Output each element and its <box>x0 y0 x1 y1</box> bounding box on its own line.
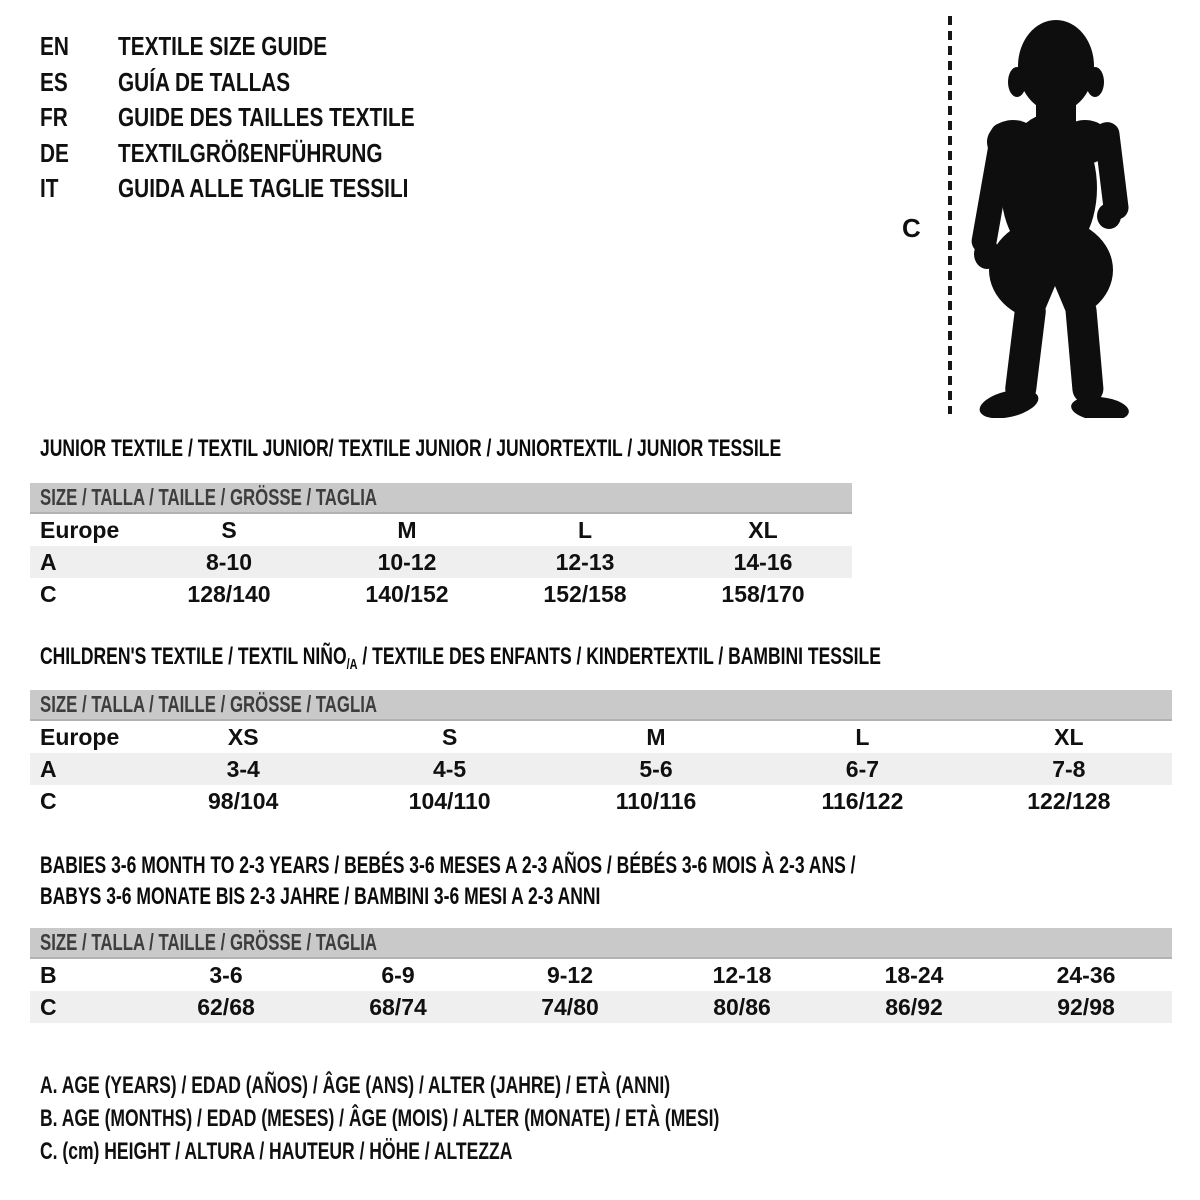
language-row-fr <box>40 100 489 136</box>
height-cell: 116/122 <box>821 787 904 814</box>
age-cell: 14-16 <box>733 548 793 575</box>
height-cell: 74/80 <box>541 993 599 1020</box>
table-row-age <box>30 753 1172 785</box>
size-cell: L <box>855 723 870 750</box>
size-cell: XL <box>748 516 778 543</box>
table-row-europe <box>30 514 852 546</box>
language-label: TEXTILE SIZE GUIDE <box>118 31 328 62</box>
size-cell: M <box>646 723 666 750</box>
language-list <box>40 29 489 207</box>
age-cell: 5-6 <box>639 755 673 782</box>
language-row-it <box>40 171 489 207</box>
size-cell: XL <box>1054 723 1084 750</box>
section-title-babies: BABIES 3-6 MONTH TO 2-3 YEARS / BEBÉS 3-6 MESES A 2-3 AÑOS / BÉBÉS 3-6 MOIS À 2-3 ANS / BABYS 3-6 MONATE BIS 2-3 JAHRE / BAMBINI 3-6 MESI A 2-3 ANNI <box>40 852 856 910</box>
size-cell: S <box>441 723 458 750</box>
height-measure-label: C <box>902 213 921 243</box>
legend-line-b: B. AGE (MONTHS) / EDAD (MESES) / ÂGE (MOIS) / ALTER (MONATE) / ETÀ (MESI) <box>40 1104 720 1132</box>
row-label: A <box>40 755 57 782</box>
language-label: TEXTILGRÖßENFÜHRUNG <box>118 137 383 168</box>
size-header-bar: SIZE / TALLA / TAILLE / GRÖSSE / TAGLIA <box>30 690 1172 721</box>
language-label: GUIDE DES TAILLES TEXTILE <box>118 102 415 133</box>
height-cell: 122/128 <box>1027 787 1111 814</box>
section-title-children: CHILDREN'S TEXTILE / TEXTIL $NIÑO_{/A}$ / TEXTILE DES ENFANTS / KINDERTEXTIL / BAMBINI TESSILE <box>40 643 881 673</box>
legend-line-c: C. (cm) HEIGHT / ALTURA / HAUTEUR / HÖHE / ALTEZZA <box>40 1137 513 1165</box>
months-cell: 6-9 <box>381 961 415 988</box>
height-cell: 92/98 <box>1057 993 1115 1020</box>
table-row-age <box>30 546 852 578</box>
language-label: GUÍA DE TALLAS <box>118 66 291 97</box>
language-code: EN <box>40 31 69 62</box>
age-cell: 7-8 <box>1052 755 1086 782</box>
row-label: C <box>40 787 57 814</box>
height-cell: 86/92 <box>885 993 943 1020</box>
age-cell: 4-5 <box>432 755 467 782</box>
row-label: B <box>40 961 57 988</box>
subscript-a: /A <box>346 656 358 673</box>
language-code: DE <box>40 137 69 168</box>
language-code: ES <box>40 66 68 97</box>
baby-silhouette-icon <box>963 18 1133 418</box>
row-label: C <box>40 993 57 1020</box>
size-cell: L <box>577 516 593 543</box>
height-cell: 140/152 <box>365 580 449 607</box>
age-cell: 12-13 <box>555 548 615 575</box>
table-row-height <box>30 785 1172 817</box>
months-cell: 24-36 <box>1056 961 1116 988</box>
height-cell: 80/86 <box>713 993 771 1020</box>
table-row-months <box>30 959 1172 991</box>
language-code: FR <box>40 102 68 133</box>
height-measure-dashed-line <box>948 16 952 414</box>
months-cell: 12-18 <box>712 961 772 988</box>
size-cell: S <box>221 516 237 543</box>
height-cell: 104/110 <box>408 787 491 814</box>
legend <box>40 1069 971 1168</box>
size-header-bar: SIZE / TALLA / TAILLE / GRÖSSE / TAGLIA <box>30 928 1172 959</box>
height-cell: 158/170 <box>721 580 805 607</box>
months-cell: 3-6 <box>209 961 243 988</box>
table-row-height <box>30 991 1172 1023</box>
height-cell: 152/158 <box>543 580 627 607</box>
section-title-junior: JUNIOR TEXTILE / TEXTIL JUNIOR/ TEXTILE JUNIOR / JUNIORTEXTIL / JUNIOR TESSILE <box>40 435 782 462</box>
size-header-bar: SIZE / TALLA / TAILLE / GRÖSSE / TAGLIA <box>30 483 852 514</box>
months-cell: 18-24 <box>884 961 944 988</box>
language-row-en <box>40 29 489 65</box>
height-cell: 68/74 <box>369 993 427 1020</box>
language-code: IT <box>40 173 59 204</box>
age-cell: 10-12 <box>377 548 437 575</box>
height-cell: 110/116 <box>615 787 697 814</box>
age-cell: 6-7 <box>845 755 880 782</box>
height-cell: 128/140 <box>187 580 271 607</box>
age-cell: 3-4 <box>226 755 260 782</box>
table-row-height <box>30 578 852 610</box>
row-label: Europe <box>40 516 120 543</box>
age-cell: 8-10 <box>205 548 253 575</box>
table-row-europe <box>30 721 1172 753</box>
language-label: GUIDA ALLE TAGLIE TESSILI <box>118 173 409 204</box>
row-label: Europe <box>40 723 120 750</box>
size-cell: M <box>397 516 417 543</box>
row-label: C <box>40 580 57 607</box>
months-cell: 9-12 <box>546 961 594 988</box>
row-label: A <box>40 548 57 575</box>
size-cell: XS <box>227 723 259 750</box>
height-cell: 98/104 <box>208 787 279 814</box>
language-row-es <box>40 65 489 101</box>
legend-line-a: A. AGE (YEARS) / EDAD (AÑOS) / ÂGE (ANS) / ALTER (JAHRE) / ETÀ (ANNI) <box>40 1071 671 1099</box>
height-cell: 62/68 <box>197 993 255 1020</box>
language-row-de <box>40 136 489 172</box>
